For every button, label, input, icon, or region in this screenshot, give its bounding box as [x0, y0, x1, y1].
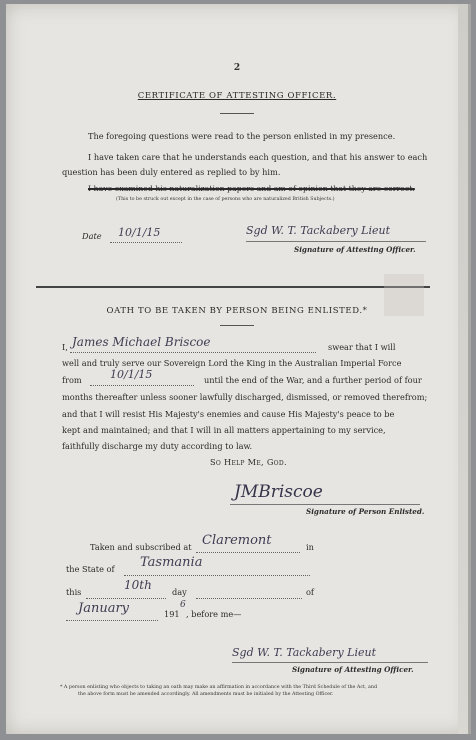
place-value: Claremont [202, 533, 272, 548]
name-line [70, 352, 316, 353]
day-line [86, 598, 166, 599]
footnote-line-2: the above form must be amended accordingly. All amendments must be initialed by the Attesting Officer. [78, 692, 334, 697]
subscribing-officer-signature: Sgd W. T. Tackabery Lieut [232, 646, 376, 659]
date-value: 10/1/15 [118, 226, 161, 239]
month-line [66, 620, 158, 621]
oath-i: I, [62, 342, 68, 352]
oath-swear: swear that I will [328, 342, 396, 352]
oath-line-3: until the end of the War, and a further period of four [204, 375, 422, 385]
certificate-title: CERTIFICATE OF ATTESTING OFFICER. [137, 91, 337, 101]
day-label: day [172, 587, 187, 597]
enlisted-signature-label: Signature of Person Enlisted. [306, 507, 425, 516]
naturalization-line-struck: I have examined his naturalization papers and am of opinion that they are correct. [88, 184, 415, 193]
of-line [196, 598, 302, 599]
oath-line-4: months thereafter unless sooner lawfully discharged, dismissed, or removed therefrom; [62, 392, 428, 402]
certificate-paragraph-2a: I have taken care that he understands each question, and that his answer to each [88, 152, 428, 162]
oath-title-rule [220, 325, 254, 326]
month-value: January [78, 601, 130, 616]
oath-from-label: from [62, 375, 82, 385]
date-label: Date [82, 231, 102, 241]
page-edge [458, 4, 468, 734]
oath-title: OATH TO BE TAKEN BY PERSON BEING ENLISTED.* [106, 306, 368, 316]
enlisted-signature: JMBriscoe [234, 482, 323, 502]
place-line [196, 552, 300, 553]
so-help-me-god: So Help Me, God. [210, 457, 287, 467]
oath-line-7: faithfully discharge my duty according to law. [62, 441, 253, 451]
enlisted-signature-line [230, 504, 420, 505]
officer-signature-line [232, 662, 428, 663]
attesting-officer-label: Signature of Attesting Officer. [294, 245, 416, 254]
certificate-paragraph-2b: question has been duly entered as replied to by him. [62, 167, 281, 177]
oath-line-6: kept and maintained; and that I will in all matters appertaining to my service, [62, 425, 386, 435]
document-page [6, 4, 471, 734]
state-line [124, 575, 310, 576]
year-suffix: 6 [180, 600, 186, 610]
subscribing-officer-label: Signature of Attesting Officer. [292, 665, 414, 674]
oath-from-date: 10/1/15 [110, 368, 153, 381]
state-label: the State of [66, 564, 115, 574]
day-value: 10th [124, 578, 152, 592]
date-line [110, 242, 182, 243]
title-rule [220, 113, 254, 114]
oath-line-2: well and truly serve our Sovereign Lord the King in the Australian Imperial Force [62, 358, 402, 368]
enlisted-name: James Michael Briscoe [72, 335, 211, 349]
taken-subscribed-label: Taken and subscribed at [90, 542, 192, 552]
section-divider [36, 286, 430, 288]
footnote-line-1: * A person enlisting who objects to taking an oath may make an affirmation in accordance with the Third Schedule of the Act, and [60, 685, 378, 690]
in-label: in [306, 542, 314, 552]
oath-line-5: and that I will resist His Majesty's enemies and cause His Majesty's peace to be [62, 409, 395, 419]
from-line [90, 385, 194, 386]
page-number: 2 [233, 63, 241, 73]
signature-line [246, 241, 426, 242]
attesting-officer-signature: Sgd W. T. Tackabery Lieut [246, 224, 390, 237]
state-value: Tasmania [140, 555, 203, 570]
this-label: this [66, 587, 82, 597]
of-label: of [306, 587, 314, 597]
certificate-paragraph-1: The foregoing questions were read to the person enlisted in my presence. [88, 131, 396, 141]
naturalization-note: (This to be struck out except in the case of persons who are naturalized British Subjects.) [116, 197, 335, 202]
before-me: , before me— [186, 609, 242, 619]
year-prefix: 191 [164, 609, 180, 619]
